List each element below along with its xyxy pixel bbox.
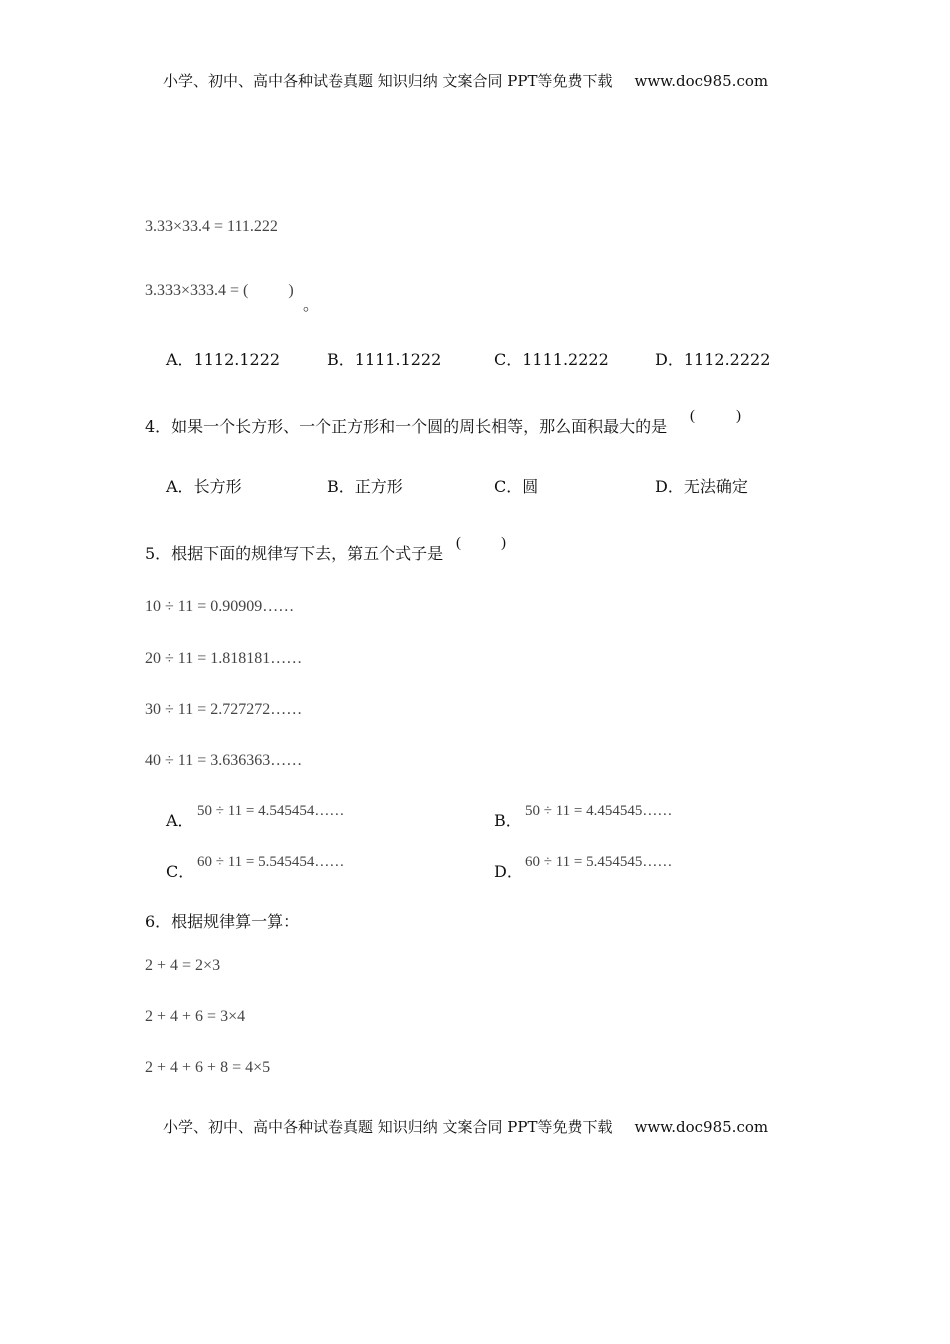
footer-text: 小学、初中、高中各种试卷真题 知识归纳 文案合同 PPT等免费下载 [163, 1118, 613, 1136]
q5-option-a [166, 808, 194, 831]
q5-equation-2: 20 ÷ 11 = 1.818181…… [145, 650, 303, 667]
q6-equation-3: 2 + 4 + 6 + 8 = 4×5 [145, 1059, 271, 1076]
q5-equation-3: 30 ÷ 11 = 2.727272…… [145, 701, 303, 718]
option-label: C． [494, 350, 523, 369]
q3-equation-2 [145, 282, 294, 300]
header-text: 小学、初中、高中各种试卷真题 知识归纳 文案合同 PPT等免费下载 [163, 72, 613, 90]
q6-stem: 6．根据规律算一算： [145, 912, 300, 931]
q5-option-b-text: 50 ÷ 11 = 4.454545…… [525, 803, 673, 819]
option-text: 长方形 [193, 477, 242, 496]
q3-option-b [327, 347, 441, 370]
option-label: B． [327, 477, 355, 496]
option-text: 1111.1222 [354, 350, 442, 369]
q4-option-c [494, 474, 538, 497]
q5-option-d [494, 859, 523, 882]
q3-option-c [494, 347, 609, 370]
option-label: C． [166, 862, 195, 881]
q4-paren-open: ( [690, 408, 695, 424]
option-label: A． [166, 350, 194, 369]
footer-url[interactable]: www.doc985.com [634, 1118, 769, 1136]
q4-text: 4．如果一个长方形、一个正方形和一个圆的周长相等，那么面积最大的是 [145, 417, 668, 436]
q5-option-c [166, 859, 194, 882]
option-label: D． [655, 477, 684, 496]
page-header [163, 70, 768, 91]
q4-option-b [327, 474, 403, 497]
option-text: 正方形 [354, 477, 403, 496]
option-label: C． [494, 477, 523, 496]
option-label: D． [655, 350, 684, 369]
option-text: 1112.1222 [193, 350, 281, 369]
q4-paren-close: ) [736, 408, 741, 424]
q4-stem [145, 414, 667, 437]
q5-equation-4: 40 ÷ 11 = 3.636363…… [145, 752, 303, 769]
q3-option-d [655, 347, 770, 370]
q4-option-d [655, 474, 748, 497]
q3-option-a [166, 347, 280, 370]
q5-stem [145, 541, 443, 564]
q5-option-d-text: 60 ÷ 11 = 5.454545…… [525, 854, 673, 870]
q5-option-a-text: 50 ÷ 11 = 4.545454…… [197, 803, 345, 819]
option-text: 1112.2222 [683, 350, 771, 369]
option-label: D． [494, 862, 523, 881]
q3-equation-1: 3.33×33.4 = 111.222 [145, 218, 278, 235]
q3-equation-2-close: ) [288, 282, 294, 299]
option-text: 无法确定 [683, 477, 748, 496]
q3-equation-2-text: 3.333×333.4 = ( [145, 282, 249, 299]
option-text: 1111.2222 [522, 350, 609, 369]
q6-equation-1: 2 + 4 = 2×3 [145, 957, 221, 974]
q5-paren-open: ( [456, 535, 461, 551]
q4-option-a [166, 474, 242, 497]
option-label: B． [494, 811, 522, 830]
header-url[interactable]: www.doc985.com [634, 72, 769, 90]
option-label: B． [327, 350, 355, 369]
q6-equation-2: 2 + 4 + 6 = 3×4 [145, 1008, 246, 1025]
q5-option-b [494, 808, 522, 831]
q3-period: 。 [303, 295, 320, 314]
option-label: A． [166, 477, 194, 496]
q5-text: 5．根据下面的规律写下去，第五个式子是 [145, 544, 444, 563]
q5-option-c-text: 60 ÷ 11 = 5.545454…… [197, 854, 345, 870]
page-footer [163, 1116, 768, 1137]
q5-equation-1: 10 ÷ 11 = 0.90909…… [145, 598, 295, 615]
q5-paren-close: ) [501, 535, 506, 551]
option-label: A． [166, 811, 194, 830]
option-text: 圆 [522, 477, 539, 496]
